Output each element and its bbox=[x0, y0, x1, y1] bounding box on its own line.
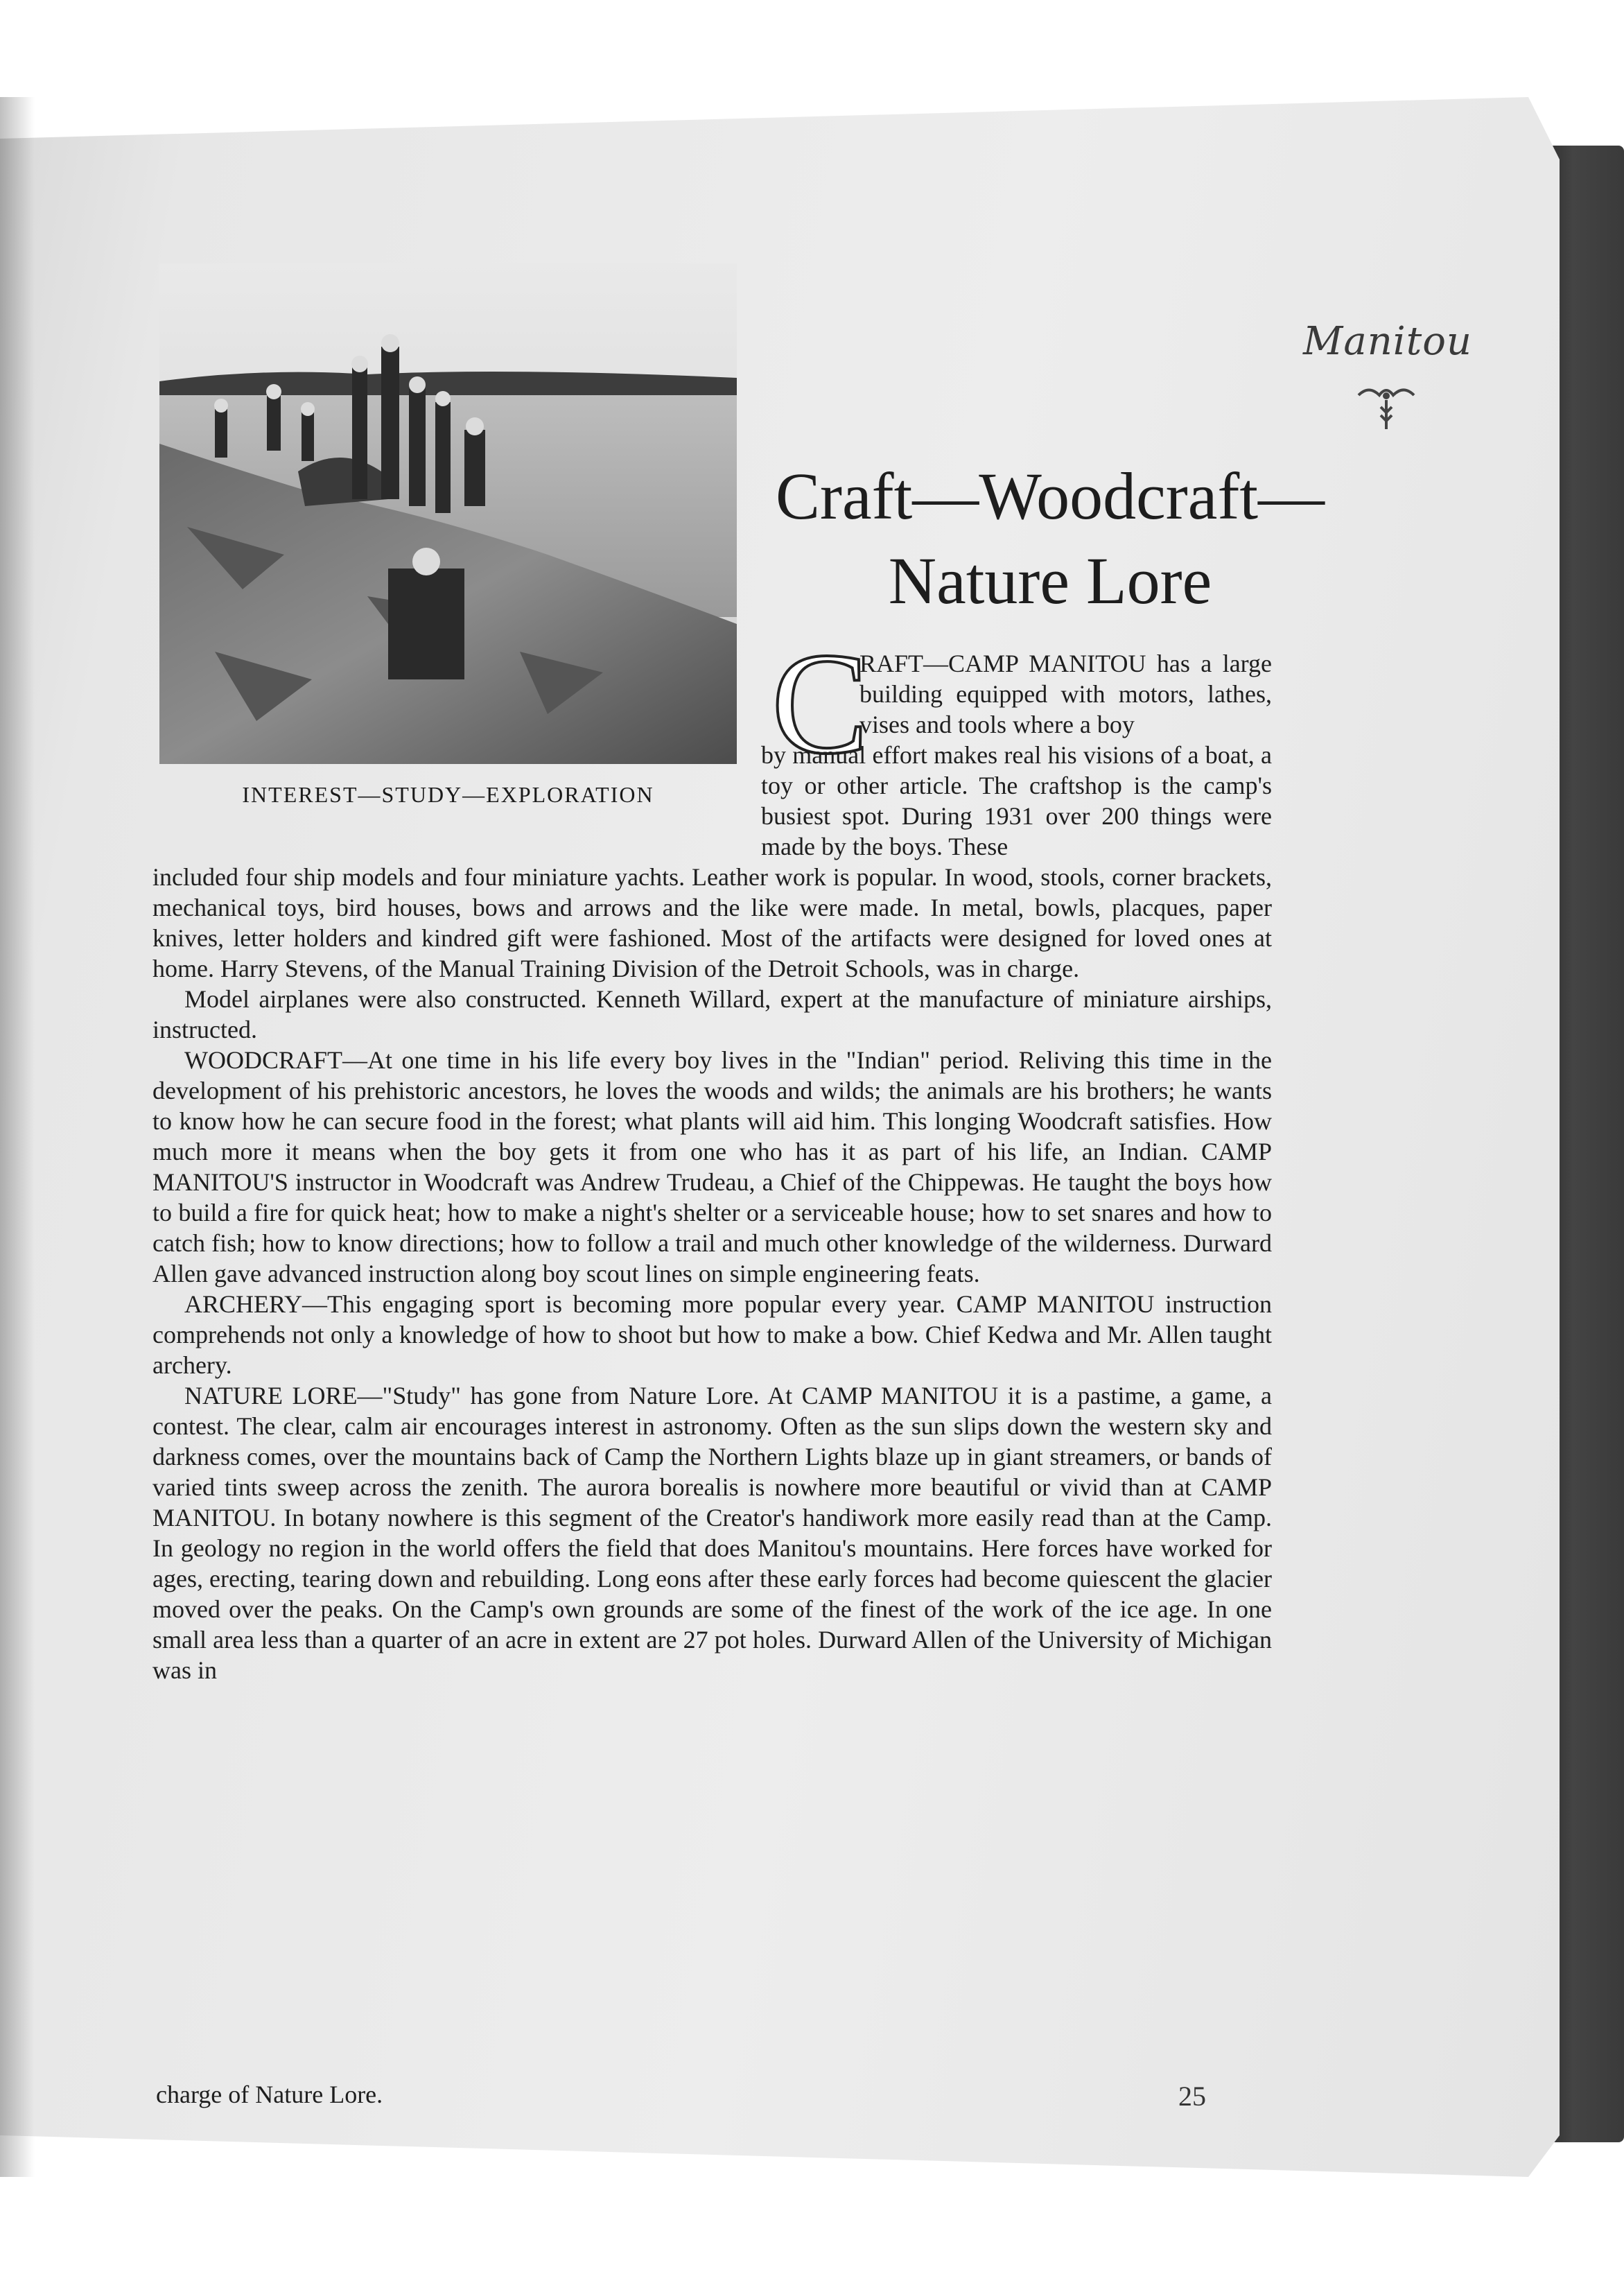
craft-paragraph-middle: by manual effort makes real his visions of a boat, a toy or other article. The craftshop is the camp's busiest spot. During 1931 over 200 things were made by the boys. These bbox=[761, 741, 1272, 860]
page-number: 25 bbox=[1178, 2081, 1206, 2112]
woodcraft-paragraph: WOODCRAFT—At one time in his life every boy lives in the "Indian" period. Reliving this time in the development of his prehistoric ancestors, he loves the woods and wilds; the animals are his brothers; he wants to know how he can secure food in the forest; what plants will aid him. This longing Woodcraft satisfies. How much more it means when the boy gets it from one who has it as part of his life, an Indian. CAMP MANITOU'S instructor in Woodcraft was Andrew Trudeau, a Chief of the Chippewas. He taught the boys how to build a fire for quick heat; how to make a night's shelter or a serviceable house; how to set snares and how to catch fish; how to know directions; how to follow a trail and much other knowledge of the wilderness. Durward Allen gave advanced instruction along boy scout lines on simple engineering feats. bbox=[152, 1046, 1272, 1287]
article-title bbox=[762, 454, 1338, 623]
craft-paragraph-opening: RAFT—CAMP MANITOU has a large building equipped with motors, lathes, vises and tools where a boy bbox=[859, 650, 1272, 738]
campers-on-rocks-photo bbox=[159, 263, 737, 764]
archery-paragraph: ARCHERY—This engaging sport is becoming more popular every year. CAMP MANITOU instruction comprehends not only a knowledge of how to shoot but how to make a bow. Chief Kedwa and Mr. Allen taught archery. bbox=[152, 1290, 1272, 1379]
airplanes-paragraph: Model airplanes were also constructed. Kenneth Willard, expert at the manufacture of miniature airships, instructed. bbox=[152, 985, 1272, 1043]
page-gutter-shadow bbox=[0, 97, 35, 2177]
title-line-2: Nature Lore bbox=[888, 544, 1212, 618]
nature-lore-paragraph: NATURE LORE—"Study" has gone from Nature Lore. At CAMP MANITOU it is a pastime, a game, a contest. The clear, calm air encourages interest in astronomy. Often as the sun slips down the western sky and darkness comes, over the mountains back of Camp the Northern Lights blaze up in giant streamers, or bands of varied tints sweep across the zenith. The aurora borealis is nowhere more beautiful or vivid than at CAMP MANITOU. In botany nowhere is this segment of the Creator's handiwork more easily read than at the Camp. In geology no region in the world offers the field that does Manitou's mountains. Here forces have worked for ages, erecting, tearing down and rebuilding. Long eons after these early forces had become quiescent the glacier moved over the peaks. On the Camp's own grounds are some of the finest of the work of the ice age. In one small area less than a quarter of an acre in extent are 27 pot holes. Durward Allen of the University of Michigan was in bbox=[152, 1382, 1272, 1684]
title-line-1: Craft—Woodcraft— bbox=[776, 459, 1325, 533]
article-body bbox=[152, 862, 1272, 1685]
photo-caption: INTEREST—STUDY—EXPLORATION bbox=[242, 782, 654, 807]
drop-cap: C bbox=[771, 623, 869, 784]
nature-lore-closing-line: charge of Nature Lore. bbox=[156, 2081, 383, 2108]
ornament-icon bbox=[1352, 378, 1421, 433]
craft-paragraph-rest: included four ship models and four miniature yachts. Leather work is popular. In wood, stools, corner brackets, mechanical toys, bird houses, bows and arrows and the like were made. In metal, bowls, placques, paper knives, letter holders and kindred gift were fashioned. Most of the artifacts were designed for loved ones at home. Harry Stevens, of the Manual Training Division of the Detroit Schools, was in charge. bbox=[152, 863, 1272, 982]
running-header-brand: Manitou bbox=[1303, 319, 1472, 364]
